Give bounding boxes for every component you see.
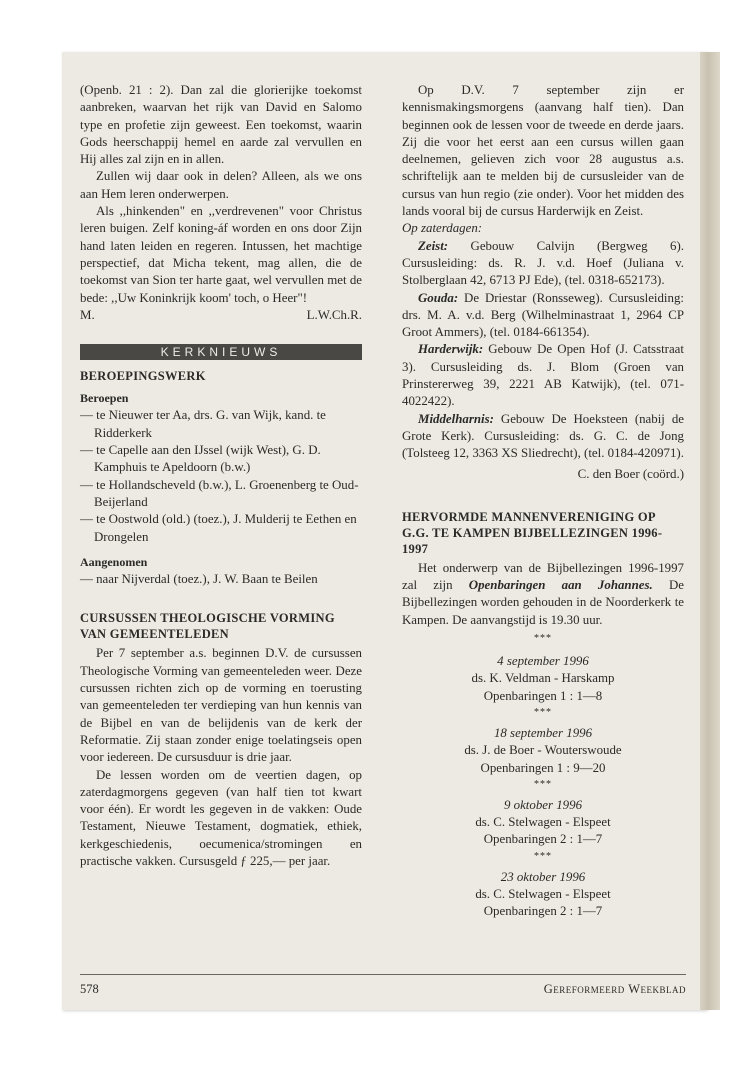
lecture-text: Openbaringen 1 : 1—8 [483, 688, 603, 703]
coordinator-signature: C. den Boer (coörd.) [577, 466, 684, 481]
lecture-speaker: ds. C. Stelwagen - Elspeet [475, 815, 611, 830]
separator-stars: *** [534, 633, 552, 645]
subheading-zaterdagen: Op zaterdagen: [402, 221, 483, 236]
emphasis: Openbaringen aan Johannes. [468, 578, 653, 593]
location-entry [402, 238, 684, 290]
list-item: — te Hollandscheveld (b.w.), L. Groenenberg te Oud-Beijerland [80, 477, 359, 509]
body-paragraph: De lessen worden om de veertien dagen, op zaterdagmorgens gegeven (van half tien tot kwart voor één). Er wordt les gegeven in de vakken: Oude Testament, Nieuwe Testament, dogmatiek, ethiek, kerkgeschiedenis, oecumenica/stromingen en practische vakken. Cursusgeld ƒ 225,— per jaar. [80, 767, 362, 868]
lecture-text: Openbaringen 2 : 1—7 [483, 832, 603, 847]
location-text: Gebouw Calvijn (Bergweg 6). Cursusleiding: ds. R. J. v.d. Hoef (Juliana v. Stolberglaan 42, 6713 PJ Ede), (tel. 0318-652173). [402, 238, 684, 288]
body-paragraph [402, 560, 684, 629]
body-paragraph: Op D.V. 7 september zijn er kennismakingsmorgens (aanvang half tien). Dan beginnen ook de lessen voor de tweede en derde jaars. Zij die voor het eerst aan een cursus willen gaan deelnemen, gelieven zich voor 28 augustus a.s. schriftelijk aan te melden bij de cursusleider van de cursus van hun regio (zie onder). Voor het midden des lands vooral bij de cursus Harderwijk en Zeist. [402, 83, 684, 219]
binding-edge [700, 52, 720, 1010]
section-heading: CURSUSSEN THEOLOGISCHE VORMING VAN GEMEENTELEDEN [80, 611, 335, 642]
lecture-date: 4 september 1996 [497, 654, 589, 669]
intro-paragraph: Als ,,hinkenden" en ,,verdrevenen" voor Christus leren buigen. Zelf koning-áf worden en ons door Zijn hand laten leiden en regeren. Intussen, het machtige perspectief, dat Micha tekent, mag allen, die de toekomst van Sion ter harte gaat, wel vervullen met de bede: ,,Uw Koninkrijk koom' toch, o Heer"! [80, 204, 362, 305]
list-item: — te Nieuwer ter Aa, drs. G. van Wijk, kand. te Ridderkerk [80, 408, 326, 440]
list-item: — te Capelle aan den IJssel (wijk West), G. D. Kamphuis te Apeldoorn (b.w.) [80, 443, 321, 475]
section-banner: KERKNIEUWS [80, 344, 362, 360]
list-item: — te Oostwold (old.) (toez.), J. Mulderij te Eethen en Drongelen [80, 512, 357, 544]
signature-author: L.W.Ch.R. [306, 307, 362, 322]
left-column [80, 82, 362, 870]
subheading-beroepen: Beroepen [80, 391, 129, 406]
text-run: De Bijbellezingen worden gehouden in de Noorderkerk te Kampen. De aanvangstijd is 19.30 uur. [402, 578, 684, 627]
spacer [402, 483, 684, 509]
text-run: Het onderwerp van de Bijbellezingen 1996-1997 zal zijn [402, 560, 684, 593]
location-text: Gebouw De Hoeksteen (nabij de Grote Kerk). Cursusleiding: ds. G. C. de Jong (Tolsteeg 12, 3363 XS Sliedrecht), (tel. 0184-420971). [402, 411, 684, 461]
lecture-speaker: ds. C. Stelwagen - Elspeet [475, 886, 611, 901]
page-number: 578 [80, 982, 99, 996]
lecture-text: Openbaringen 1 : 9—20 [480, 760, 606, 775]
lecture-date: 23 oktober 1996 [500, 869, 586, 884]
publication-name: Gereformeerd Weekblad [543, 982, 686, 996]
spacer [80, 588, 362, 610]
body-paragraph: Per 7 september a.s. beginnen D.V. de cursussen Theologische Vorming van gemeenteleden weer. Deze cursussen richten zich op de vorming en toerusting van gemeenteleden ter verdieping van hun kennis van de Bijbel en van de belijdenis van de kerk der Reformatie. Zij staan zonder enige toelatingseis open voor iedereen. De cursusduur is drie jaar. [80, 646, 362, 765]
separator-stars: *** [534, 778, 552, 790]
location-text: De Driestar (Ronsseweg). Cursusleiding: drs. M. A. v.d. Berg (Wilhelminastraat 1, 2964 CP Groot Ammers), (tel. 0184-661354). [402, 290, 684, 340]
section-heading: HERVORMDE MANNENVERENIGING OP G.G. TE KAMPEN BIJBELLEZINGEN 1996-1997 [402, 509, 663, 556]
location-entry [402, 411, 684, 463]
location-name: Harderwijk: [418, 342, 484, 357]
signature-initial: M. [80, 307, 95, 322]
lecture-speaker: ds. K. Veldman - Harskamp [471, 671, 615, 686]
lecture-speaker: ds. J. de Boer - Wouterswoude [464, 743, 622, 758]
intro-paragraph: Zullen wij daar ook in delen? Alleen, als we ons aan Hem leren onderwerpen. [80, 169, 362, 201]
separator-stars: *** [534, 706, 552, 718]
lecture-date: 18 september 1996 [493, 725, 593, 740]
list-item: — naar Nijverdal (toez.), J. W. Baan te Beilen [80, 572, 318, 587]
location-text: Gebouw De Open Hof (J. Catsstraat 3). Cursusleiding ds. J. Blom (Groen van Prinstererweg 39, 2221 AB Katwijk), (tel. 071-4022422). [402, 342, 684, 409]
location-name: Gouda: [418, 290, 459, 305]
separator-stars: *** [534, 850, 552, 862]
location-name: Middelharnis: [418, 411, 494, 426]
lecture-date: 9 oktober 1996 [503, 797, 583, 812]
section-heading: BEROEPINGSWERK [80, 369, 206, 384]
footer-rule [80, 974, 686, 975]
lecture-text: Openbaringen 2 : 1—7 [483, 904, 603, 919]
intro-paragraph: (Openb. 21 : 2). Dan zal die glorierijke toekomst aanbreken, waarvan het rijk van David en Salomo type en profetie zijn geweest. Een toekomst, waarin Gods heerschappij hemel en aarde zal vervullen en Hij alles zal zijn en in allen. [80, 83, 362, 167]
location-entry [402, 290, 684, 342]
right-column [402, 82, 684, 921]
signature [80, 307, 362, 324]
subheading-aangenomen: Aangenomen [80, 554, 148, 569]
location-name: Zeist: [418, 238, 449, 253]
location-entry [402, 341, 684, 410]
